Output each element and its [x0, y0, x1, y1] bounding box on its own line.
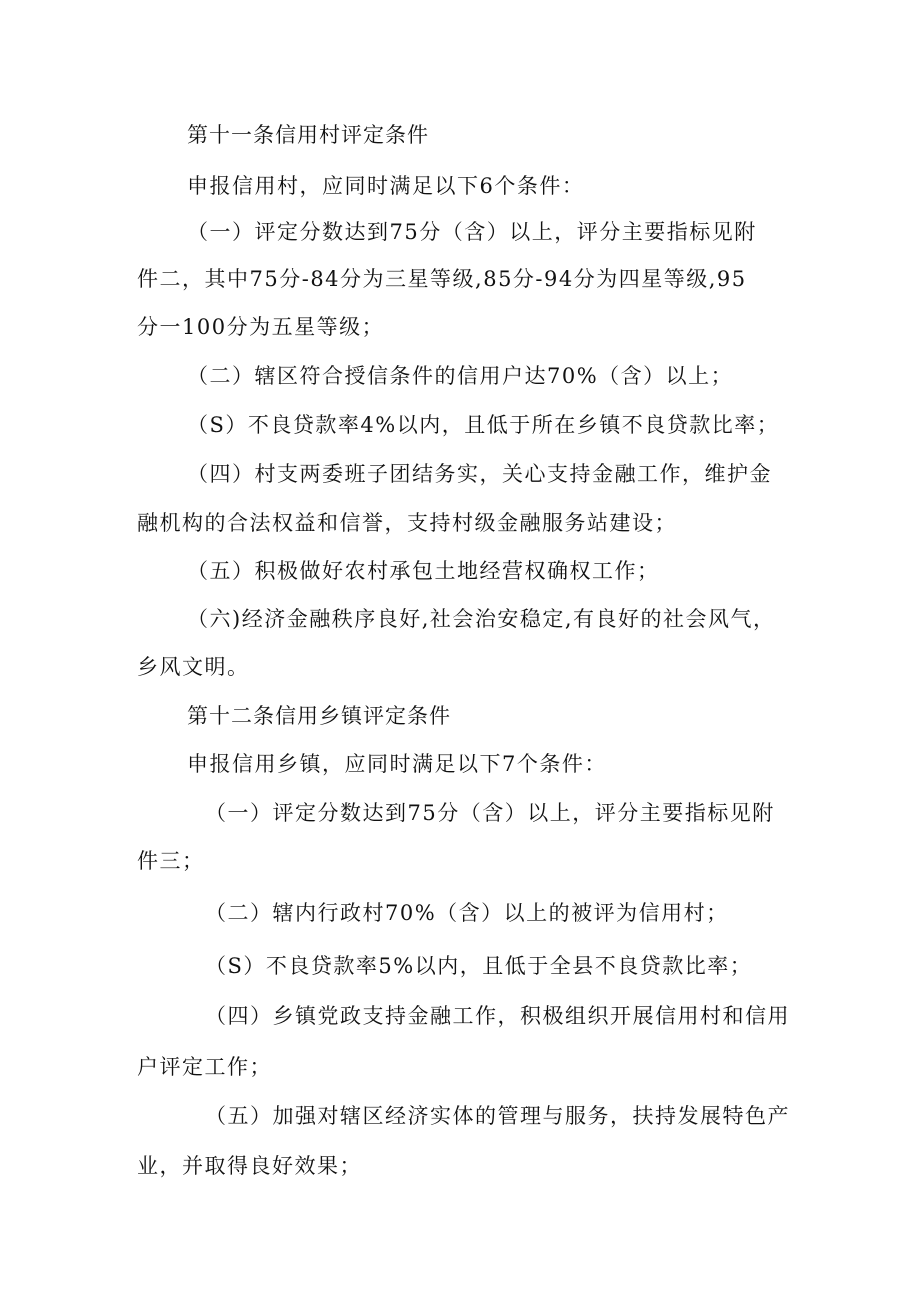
article-12-item-4-line-1: （四）乡镇党政支持金融工作，积极组织开展信用村和信用: [205, 1004, 790, 1028]
article-11-item-1-line-2: 件二，其中75分-84分为三星等级,85分-94分为四星等级,95: [137, 267, 747, 291]
article-12-item-4-line-2: 户评定工作；: [137, 1055, 272, 1079]
article-11-item-6-line-1: （六)经济金融秩序良好,社会治安稳定,有良好的社会风气，: [187, 607, 776, 631]
article-11-item-4-line-1: （四）村支两委班子团结务实，关心支持金融工作，维护金: [187, 462, 772, 486]
article-12-item-1-line-1: （一）评定分数达到75分（含）以上，评分主要指标见附: [205, 801, 775, 825]
article-12-intro: 申报信用乡镇，应同时满足以下7个条件：: [187, 752, 607, 776]
article-11-item-5: （五）积极做好农村承包土地经营权确权工作；: [187, 559, 660, 583]
article-12-item-2: （二）辖内行政村70%（含）以上的被评为信用村；: [205, 901, 729, 925]
article-11-intro: 申报信用村，应同时满足以下6个条件：: [187, 174, 585, 198]
article-12-heading: 第十二条信用乡镇评定条件: [187, 704, 451, 728]
article-11-item-3: （S）不良贷款率4%以内，且低于所在乡镇不良贷款比率；: [187, 413, 780, 437]
article-12-item-5-line-2: 业，并取得良好效果；: [137, 1154, 362, 1178]
article-11-item-1-line-1: （一）评定分数达到75分（含）以上，评分主要指标见附: [187, 220, 757, 244]
article-11-item-6-line-2: 乡风文明。: [137, 655, 250, 679]
article-12-item-3: （S）不良贷款率5%以内，且低于全县不良贷款比率；: [205, 954, 753, 978]
article-11-heading: 第十一条信用村评定条件: [187, 123, 429, 147]
article-11-item-1-line-3: 分一100分为五星等级；: [137, 315, 385, 339]
article-11-item-4-line-2: 融机构的合法权益和信誉，支持村级金融服务站建设；: [137, 511, 677, 535]
article-12-item-5-line-1: （五）加强对辖区经济实体的管理与服务，扶持发展特色产: [205, 1104, 790, 1128]
article-11-item-2: （二）辖区符合授信条件的信用户达70%（含）以上；: [187, 364, 734, 388]
article-12-item-1-line-2: 件三；: [137, 849, 205, 873]
